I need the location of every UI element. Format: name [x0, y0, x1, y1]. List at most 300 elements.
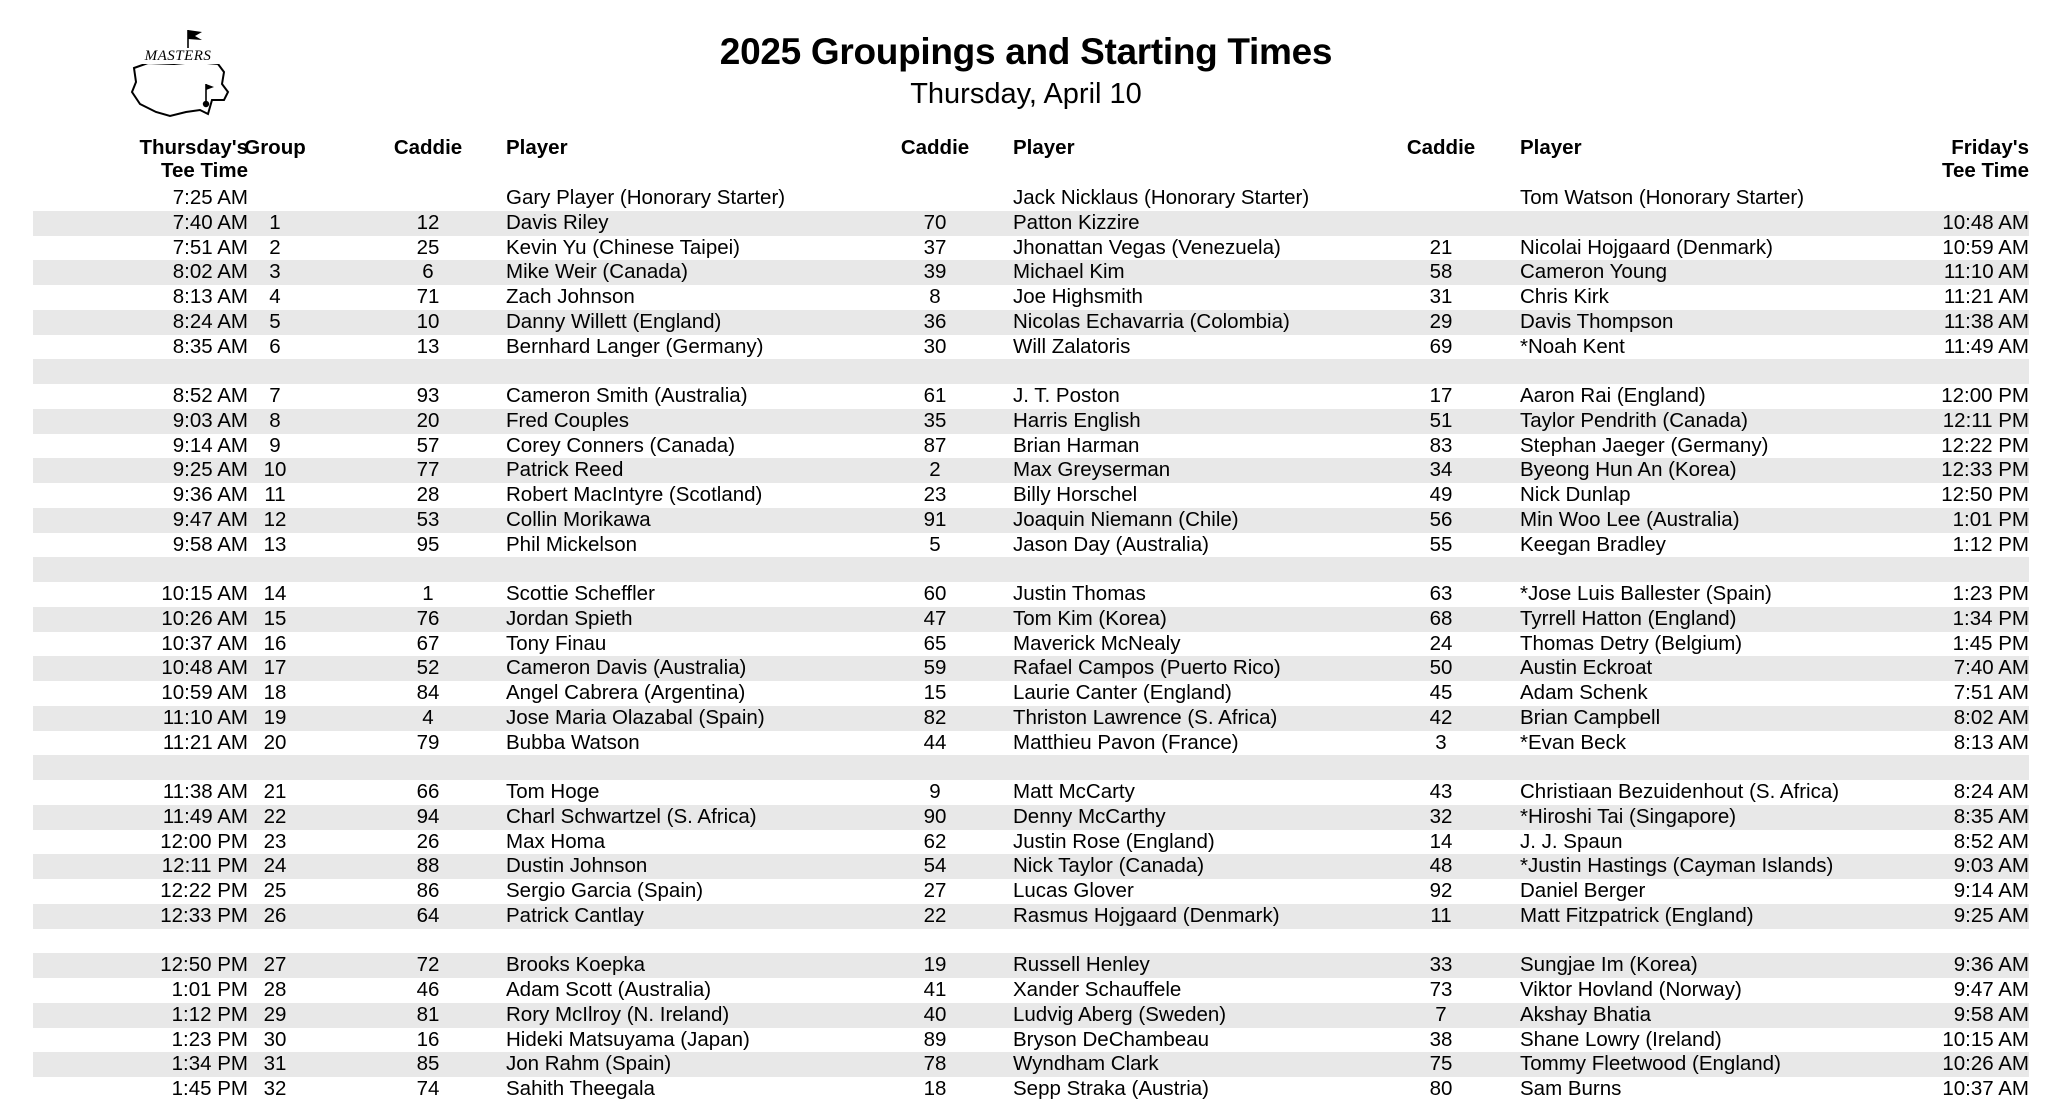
- cell-caddie-1: 52: [416, 656, 440, 680]
- cell-friday-tee-time: 1:45 PM: [1952, 631, 2029, 655]
- cell-player-1: Bubba Watson: [506, 730, 640, 754]
- cell-player-2: Patton Kizzire: [1013, 210, 1140, 234]
- cell-player-2: Xander Schauffele: [1013, 978, 1182, 1001]
- cell-player-1: Brooks Koepka: [506, 953, 646, 977]
- cell-friday-tee-time: 10:15 AM: [1942, 1027, 2029, 1051]
- cell-friday-tee-time: 9:14 AM: [1953, 879, 2029, 902]
- cell-friday-tee-time: 12:00 PM: [1941, 384, 2029, 407]
- cell-caddie-2: 27: [923, 879, 947, 902]
- cell-friday-tee-time: 11:21 AM: [1943, 285, 2029, 308]
- cell-player-3: Christiaan Bezuidenhout (S. Africa): [1520, 780, 1840, 803]
- cell-thursday-tee-time: 10:59 AM: [161, 681, 248, 704]
- cell-thursday-tee-time: 12:00 PM: [160, 829, 248, 853]
- cell-caddie-2: 22: [923, 903, 947, 927]
- table-row: [33, 607, 2029, 632]
- cell-player-3: Tom Watson (Honorary Starter): [1520, 186, 1805, 209]
- cell-group: 14: [263, 582, 287, 605]
- cell-player-1: Fred Couples: [506, 408, 630, 432]
- cell-thursday-tee-time: 9:36 AM: [172, 483, 248, 506]
- cell-friday-tee-time: 1:23 PM: [1952, 582, 2029, 605]
- table-row: [33, 186, 2029, 211]
- cell-player-2: Will Zalatoris: [1013, 334, 1131, 358]
- table-row: [33, 830, 2029, 855]
- page-subtitle: Thursday, April 10: [910, 78, 1142, 110]
- cell-player-3: *Justin Hastings (Cayman Islands): [1520, 854, 1834, 878]
- table-row: [33, 904, 2029, 929]
- cell-caddie-2: 90: [923, 804, 947, 828]
- table-row: [33, 310, 2029, 335]
- cell-friday-tee-time: 1:34 PM: [1952, 606, 2029, 630]
- cell-player-2: Ludvig Aberg (Sweden): [1013, 1002, 1227, 1026]
- cell-caddie-2: 18: [923, 1077, 947, 1100]
- cell-player-3: *Noah Kent: [1520, 334, 1625, 358]
- cell-player-3: *Jose Luis Ballester (Spain): [1520, 582, 1772, 605]
- cell-group: 2: [269, 235, 281, 259]
- cell-player-2: Brian Harman: [1013, 433, 1140, 457]
- cell-caddie-2: 41: [923, 978, 947, 1001]
- cell-player-1: Davis Riley: [506, 210, 609, 234]
- cell-player-1: Mike Weir (Canada): [506, 260, 688, 284]
- cell-caddie-1: 71: [416, 285, 440, 308]
- table-row: [33, 1052, 2029, 1077]
- table-row: [33, 285, 2029, 310]
- cell-caddie-3: 45: [1429, 681, 1453, 704]
- cell-caddie-1: 4: [422, 705, 434, 729]
- cell-thursday-tee-time: 11:21 AM: [162, 730, 248, 754]
- cell-player-2: Wyndham Clark: [1013, 1052, 1159, 1076]
- cell-player-1: Gary Player (Honorary Starter): [506, 186, 786, 209]
- cell-group: 32: [263, 1077, 287, 1100]
- cell-caddie-1: 67: [416, 631, 440, 655]
- cell-group: 7: [269, 384, 281, 407]
- cell-caddie-2: 9: [929, 780, 941, 803]
- cell-player-2: Bryson DeChambeau: [1013, 1027, 1209, 1051]
- cell-group: 24: [263, 854, 287, 878]
- cell-player-3: Nick Dunlap: [1520, 483, 1631, 506]
- cell-caddie-2: 8: [929, 285, 941, 308]
- cell-thursday-tee-time: 12:50 PM: [160, 953, 248, 977]
- cell-caddie-1: 93: [416, 384, 440, 407]
- table-row: [33, 458, 2029, 483]
- cell-caddie-1: 86: [416, 879, 440, 902]
- cell-group: 29: [263, 1002, 287, 1026]
- table-row: [33, 260, 2029, 285]
- cell-player-3: Thomas Detry (Belgium): [1520, 631, 1743, 655]
- cell-caddie-2: 44: [923, 730, 947, 754]
- cell-thursday-tee-time: 10:48 AM: [161, 656, 248, 680]
- cell-caddie-1: 74: [416, 1077, 440, 1100]
- cell-friday-tee-time: 9:58 AM: [1953, 1002, 2029, 1026]
- cell-player-2: Sepp Straka (Austria): [1013, 1077, 1209, 1100]
- cell-caddie-1: 13: [416, 334, 440, 358]
- cell-player-1: Hideki Matsuyama (Japan): [506, 1027, 750, 1051]
- cell-group: 4: [269, 285, 281, 308]
- cell-thursday-tee-time: 11:49 AM: [162, 804, 248, 828]
- cell-caddie-3: 56: [1429, 507, 1453, 531]
- cell-thursday-tee-time: 9:47 AM: [172, 507, 248, 531]
- cell-caddie-2: 54: [923, 854, 947, 878]
- table-row: [33, 557, 2029, 582]
- cell-player-2: Rasmus Hojgaard (Denmark): [1013, 903, 1280, 927]
- cell-caddie-2: 47: [923, 606, 947, 630]
- table-row: [33, 656, 2029, 681]
- cell-player-3: Keegan Bradley: [1520, 532, 1666, 556]
- cell-player-2: Laurie Canter (England): [1013, 681, 1232, 704]
- cell-caddie-3: 51: [1429, 408, 1453, 432]
- cell-caddie-1: 66: [416, 780, 440, 803]
- cell-group: 5: [269, 309, 281, 333]
- cell-player-3: Byeong Hun An (Korea): [1520, 458, 1737, 482]
- cell-group: 11: [264, 483, 286, 506]
- cell-caddie-2: 35: [923, 408, 947, 432]
- table-row: [33, 211, 2029, 236]
- table-row: [33, 483, 2029, 508]
- cell-caddie-2: 2: [929, 458, 941, 482]
- cell-caddie-3: 29: [1429, 309, 1453, 333]
- table-row: [33, 780, 2029, 805]
- cell-caddie-3: 92: [1429, 879, 1453, 902]
- cell-player-1: Bernhard Langer (Germany): [506, 334, 764, 358]
- cell-player-1: Robert MacIntyre (Scotland): [506, 483, 763, 506]
- table-row: [33, 953, 2029, 978]
- cell-thursday-tee-time: 1:01 PM: [171, 978, 248, 1001]
- cell-thursday-tee-time: 7:25 AM: [172, 186, 248, 209]
- cell-player-3: Matt Fitzpatrick (England): [1520, 903, 1754, 927]
- table-row: [33, 1003, 2029, 1028]
- cell-caddie-1: 6: [422, 260, 434, 284]
- cell-player-1: Rory McIlroy (N. Ireland): [506, 1002, 730, 1026]
- cell-player-1: Charl Schwartzel (S. Africa): [506, 804, 757, 828]
- table-row: [33, 879, 2029, 904]
- cell-player-1: Patrick Reed: [506, 458, 624, 482]
- cell-player-1: Collin Morikawa: [506, 507, 651, 531]
- cell-friday-tee-time: 7:51 AM: [1953, 681, 2029, 704]
- cell-player-3: Taylor Pendrith (Canada): [1520, 408, 1748, 432]
- cell-thursday-tee-time: 8:02 AM: [172, 260, 248, 284]
- cell-player-3: Sungjae Im (Korea): [1520, 953, 1698, 977]
- cell-caddie-1: 88: [416, 854, 440, 878]
- cell-caddie-3: 24: [1429, 631, 1453, 655]
- cell-player-1: Patrick Cantlay: [506, 903, 644, 927]
- cell-caddie-1: 46: [416, 978, 440, 1001]
- cell-player-2: Thriston Lawrence (S. Africa): [1013, 705, 1278, 729]
- cell-friday-tee-time: 8:24 AM: [1953, 780, 2029, 803]
- cell-group: 28: [263, 978, 287, 1001]
- cell-caddie-3: 42: [1429, 705, 1453, 729]
- cell-friday-tee-time: 8:02 AM: [1953, 705, 2029, 729]
- cell-player-1: Jon Rahm (Spain): [506, 1052, 672, 1076]
- cell-group: 9: [269, 433, 281, 457]
- cell-caddie-2: 60: [923, 582, 947, 605]
- cell-friday-tee-time: 11:49 AM: [1943, 334, 2029, 358]
- cell-group: 16: [263, 631, 287, 655]
- cell-thursday-tee-time: 10:15 AM: [161, 582, 248, 605]
- table-row: [33, 1028, 2029, 1053]
- cell-player-2: Jack Nicklaus (Honorary Starter): [1013, 186, 1310, 209]
- cell-caddie-1: 84: [416, 681, 440, 704]
- cell-thursday-tee-time: 10:37 AM: [161, 631, 248, 655]
- cell-caddie-2: 91: [923, 507, 947, 531]
- cell-caddie-3: 31: [1429, 285, 1453, 308]
- cell-caddie-2: 82: [923, 705, 947, 729]
- cell-friday-tee-time: 11:10 AM: [1943, 260, 2029, 284]
- cell-caddie-2: 30: [923, 334, 947, 358]
- cell-player-2: Tom Kim (Korea): [1013, 606, 1167, 630]
- cell-player-1: Sergio Garcia (Spain): [506, 879, 704, 902]
- cell-caddie-3: 43: [1429, 780, 1453, 803]
- cell-player-1: Adam Scott (Australia): [506, 978, 712, 1001]
- cell-thursday-tee-time: 12:11 PM: [161, 854, 248, 878]
- header-player-2: Player: [1013, 136, 1075, 159]
- cell-group: 10: [263, 458, 287, 482]
- cell-thursday-tee-time: 1:45 PM: [171, 1077, 248, 1100]
- cell-player-2: Justin Thomas: [1013, 582, 1146, 605]
- cell-friday-tee-time: 8:13 AM: [1953, 730, 2029, 754]
- cell-group: 30: [263, 1027, 287, 1051]
- cell-player-2: Jason Day (Australia): [1013, 532, 1209, 556]
- cell-group: 12: [263, 507, 287, 531]
- cell-friday-tee-time: 9:47 AM: [1953, 978, 2029, 1001]
- cell-caddie-3: 68: [1429, 606, 1453, 630]
- cell-caddie-1: 57: [416, 433, 440, 457]
- cell-friday-tee-time: 1:12 PM: [1952, 532, 2029, 556]
- cell-caddie-2: 61: [923, 384, 947, 407]
- cell-thursday-tee-time: 10:26 AM: [161, 606, 248, 630]
- cell-player-2: J. T. Poston: [1013, 384, 1120, 407]
- header-caddie-2: Caddie: [900, 136, 970, 159]
- cell-caddie-1: 94: [416, 804, 440, 828]
- table-row: [33, 409, 2029, 434]
- cell-player-3: Tyrrell Hatton (England): [1520, 606, 1737, 630]
- cell-thursday-tee-time: 8:52 AM: [172, 384, 248, 407]
- cell-player-2: Jhonattan Vegas (Venezuela): [1013, 235, 1281, 259]
- cell-thursday-tee-time: 11:38 AM: [162, 780, 248, 803]
- cell-caddie-2: 89: [923, 1027, 947, 1051]
- cell-friday-tee-time: 1:01 PM: [1952, 507, 2029, 531]
- cell-player-3: Tommy Fleetwood (England): [1520, 1052, 1781, 1076]
- header-friday-tee-time: Friday's Tee Time: [1942, 136, 2029, 182]
- cell-caddie-1: 64: [416, 903, 440, 927]
- cell-group: 25: [263, 879, 287, 902]
- header-caddie-3: Caddie: [1406, 136, 1476, 159]
- cell-caddie-1: 28: [416, 483, 440, 506]
- cell-player-2: Max Greyserman: [1013, 458, 1171, 482]
- cell-group: 27: [263, 953, 287, 977]
- cell-caddie-1: 95: [416, 532, 440, 556]
- cell-group: 6: [269, 334, 281, 358]
- cell-player-1: Scottie Scheffler: [506, 582, 655, 605]
- cell-player-3: Sam Burns: [1520, 1077, 1622, 1100]
- cell-friday-tee-time: 9:36 AM: [1953, 953, 2029, 977]
- cell-player-3: Stephan Jaeger (Germany): [1520, 433, 1769, 457]
- table-row: [33, 755, 2029, 780]
- cell-caddie-1: 20: [416, 408, 440, 432]
- table-row: [33, 1077, 2029, 1102]
- cell-caddie-2: 62: [923, 829, 947, 853]
- cell-player-1: Cameron Smith (Australia): [506, 384, 748, 407]
- cell-caddie-1: 77: [416, 458, 440, 482]
- table-row: [33, 582, 2029, 607]
- cell-player-3: Shane Lowry (Ireland): [1520, 1027, 1722, 1051]
- table-row: [33, 706, 2029, 731]
- cell-caddie-2: 15: [923, 681, 947, 704]
- cell-player-3: Aaron Rai (England): [1520, 384, 1706, 407]
- cell-caddie-2: 23: [923, 483, 947, 506]
- cell-thursday-tee-time: 1:23 PM: [171, 1027, 248, 1051]
- table-row: [33, 978, 2029, 1003]
- cell-player-3: Daniel Berger: [1520, 879, 1646, 902]
- cell-friday-tee-time: 8:35 AM: [1953, 804, 2029, 828]
- cell-caddie-1: 12: [416, 210, 440, 234]
- cell-caddie-1: 76: [416, 606, 440, 630]
- cell-group: 18: [263, 681, 287, 704]
- cell-player-1: Dustin Johnson: [506, 854, 648, 878]
- cell-thursday-tee-time: 9:14 AM: [172, 433, 248, 457]
- cell-thursday-tee-time: 1:12 PM: [171, 1002, 248, 1026]
- cell-player-1: Zach Johnson: [506, 285, 635, 308]
- cell-player-1: Tony Finau: [506, 631, 607, 655]
- cell-friday-tee-time: 12:11 PM: [1942, 408, 2029, 432]
- cell-player-2: Maverick McNealy: [1013, 631, 1181, 655]
- cell-caddie-2: 40: [923, 1002, 947, 1026]
- cell-group: 26: [263, 903, 287, 927]
- cell-group: 19: [263, 705, 287, 729]
- cell-thursday-tee-time: 1:34 PM: [171, 1052, 248, 1076]
- cell-caddie-1: 1: [422, 582, 434, 605]
- cell-friday-tee-time: 10:48 AM: [1942, 210, 2029, 234]
- cell-player-2: Russell Henley: [1013, 953, 1150, 977]
- cell-player-3: Austin Eckroat: [1520, 656, 1653, 680]
- cell-caddie-3: 7: [1435, 1002, 1447, 1026]
- table-row: [33, 236, 2029, 261]
- cell-group: 17: [263, 656, 287, 680]
- cell-thursday-tee-time: 9:25 AM: [172, 458, 248, 482]
- cell-group: 3: [269, 260, 281, 284]
- cell-caddie-3: 38: [1429, 1027, 1453, 1051]
- cell-friday-tee-time: 12:33 PM: [1941, 458, 2029, 482]
- cell-friday-tee-time: 9:03 AM: [1953, 854, 2029, 878]
- cell-caddie-3: 63: [1429, 582, 1453, 605]
- table-row: [33, 731, 2029, 756]
- cell-player-2: Harris English: [1013, 408, 1141, 432]
- cell-thursday-tee-time: 8:35 AM: [172, 334, 248, 358]
- cell-thursday-tee-time: 9:58 AM: [172, 532, 248, 556]
- cell-caddie-1: 72: [416, 953, 440, 977]
- table-row: [33, 533, 2029, 558]
- cell-caddie-3: 75: [1429, 1052, 1453, 1076]
- cell-player-3: Cameron Young: [1520, 260, 1668, 284]
- cell-group: 1: [269, 210, 281, 234]
- header-player-3: Player: [1520, 136, 1582, 159]
- cell-player-3: Adam Schenk: [1520, 681, 1648, 704]
- cell-player-1: Jose Maria Olazabal (Spain): [506, 705, 765, 729]
- cell-player-1: Tom Hoge: [506, 780, 600, 803]
- table-row: [33, 854, 2029, 879]
- cell-player-2: Billy Horschel: [1013, 483, 1138, 506]
- cell-friday-tee-time: 11:38 AM: [1943, 309, 2029, 333]
- cell-player-2: Joe Highsmith: [1013, 285, 1143, 308]
- cell-player-2: Nick Taylor (Canada): [1013, 854, 1205, 878]
- cell-caddie-3: 55: [1429, 532, 1453, 556]
- cell-thursday-tee-time: 7:40 AM: [172, 210, 248, 234]
- cell-player-1: Phil Mickelson: [506, 532, 638, 556]
- cell-thursday-tee-time: 7:51 AM: [172, 235, 248, 259]
- cell-caddie-3: 3: [1435, 730, 1447, 754]
- cell-player-3: Nicolai Hojgaard (Denmark): [1520, 235, 1773, 259]
- cell-thursday-tee-time: 9:03 AM: [172, 408, 248, 432]
- cell-group: 31: [263, 1052, 287, 1076]
- cell-group: 8: [269, 408, 281, 432]
- cell-player-2: Michael Kim: [1013, 260, 1125, 284]
- table-row: [33, 359, 2029, 384]
- cell-player-2: Joaquin Niemann (Chile): [1013, 507, 1239, 531]
- cell-group: 22: [263, 804, 287, 828]
- cell-player-1: Max Homa: [506, 829, 606, 853]
- cell-caddie-3: 32: [1429, 804, 1453, 828]
- cell-caddie-1: 16: [416, 1027, 440, 1051]
- cell-player-3: *Hiroshi Tai (Singapore): [1520, 804, 1737, 828]
- cell-thursday-tee-time: 8:13 AM: [172, 285, 248, 308]
- cell-caddie-2: 5: [929, 532, 941, 556]
- cell-player-3: Viktor Hovland (Norway): [1520, 978, 1742, 1001]
- cell-caddie-2: 36: [923, 309, 947, 333]
- cell-player-1: Danny Willett (England): [506, 309, 722, 333]
- cell-caddie-3: 48: [1429, 854, 1453, 878]
- table-row: [33, 335, 2029, 360]
- cell-player-2: Justin Rose (England): [1013, 829, 1215, 853]
- cell-player-2: Denny McCarthy: [1013, 804, 1166, 828]
- cell-caddie-1: 10: [416, 309, 440, 333]
- cell-player-3: *Evan Beck: [1520, 730, 1626, 754]
- cell-caddie-3: 11: [1430, 903, 1452, 927]
- cell-friday-tee-time: 10:59 AM: [1942, 235, 2029, 259]
- cell-player-1: Jordan Spieth: [506, 606, 633, 630]
- cell-group: 15: [263, 606, 287, 630]
- cell-caddie-2: 87: [923, 433, 947, 457]
- cell-caddie-1: 53: [416, 507, 440, 531]
- cell-caddie-3: 21: [1429, 235, 1453, 259]
- groupings-table: [33, 136, 2029, 1102]
- table-row: [33, 929, 2029, 954]
- cell-player-2: Rafael Campos (Puerto Rico): [1013, 656, 1281, 680]
- table-row: [33, 632, 2029, 657]
- cell-caddie-3: 14: [1429, 829, 1453, 853]
- header-player-1: Player: [506, 136, 568, 159]
- cell-friday-tee-time: 8:52 AM: [1953, 829, 2029, 853]
- cell-player-3: Akshay Bhatia: [1520, 1002, 1652, 1026]
- table-row: [33, 508, 2029, 533]
- cell-player-2: Lucas Glover: [1013, 879, 1134, 902]
- table-row: [33, 681, 2029, 706]
- cell-group: 20: [263, 730, 287, 754]
- cell-player-3: Brian Campbell: [1520, 705, 1661, 729]
- cell-player-3: J. J. Spaun: [1520, 829, 1623, 853]
- cell-caddie-3: 69: [1429, 334, 1453, 358]
- table-header: [33, 136, 2029, 186]
- page-title: 2025 Groupings and Starting Times: [719, 31, 1333, 72]
- cell-group: 23: [263, 829, 287, 853]
- table-row: [33, 384, 2029, 409]
- cell-caddie-2: 78: [923, 1052, 947, 1076]
- cell-friday-tee-time: 10:37 AM: [1942, 1077, 2029, 1100]
- cell-caddie-2: 37: [923, 235, 947, 259]
- cell-caddie-3: 50: [1429, 656, 1453, 680]
- cell-friday-tee-time: 10:26 AM: [1942, 1052, 2029, 1076]
- cell-caddie-3: 33: [1429, 953, 1453, 977]
- cell-caddie-1: 26: [416, 829, 440, 853]
- header-thursday-tee-time: Thursday's Tee Time: [139, 136, 248, 182]
- cell-caddie-1: 81: [416, 1002, 440, 1026]
